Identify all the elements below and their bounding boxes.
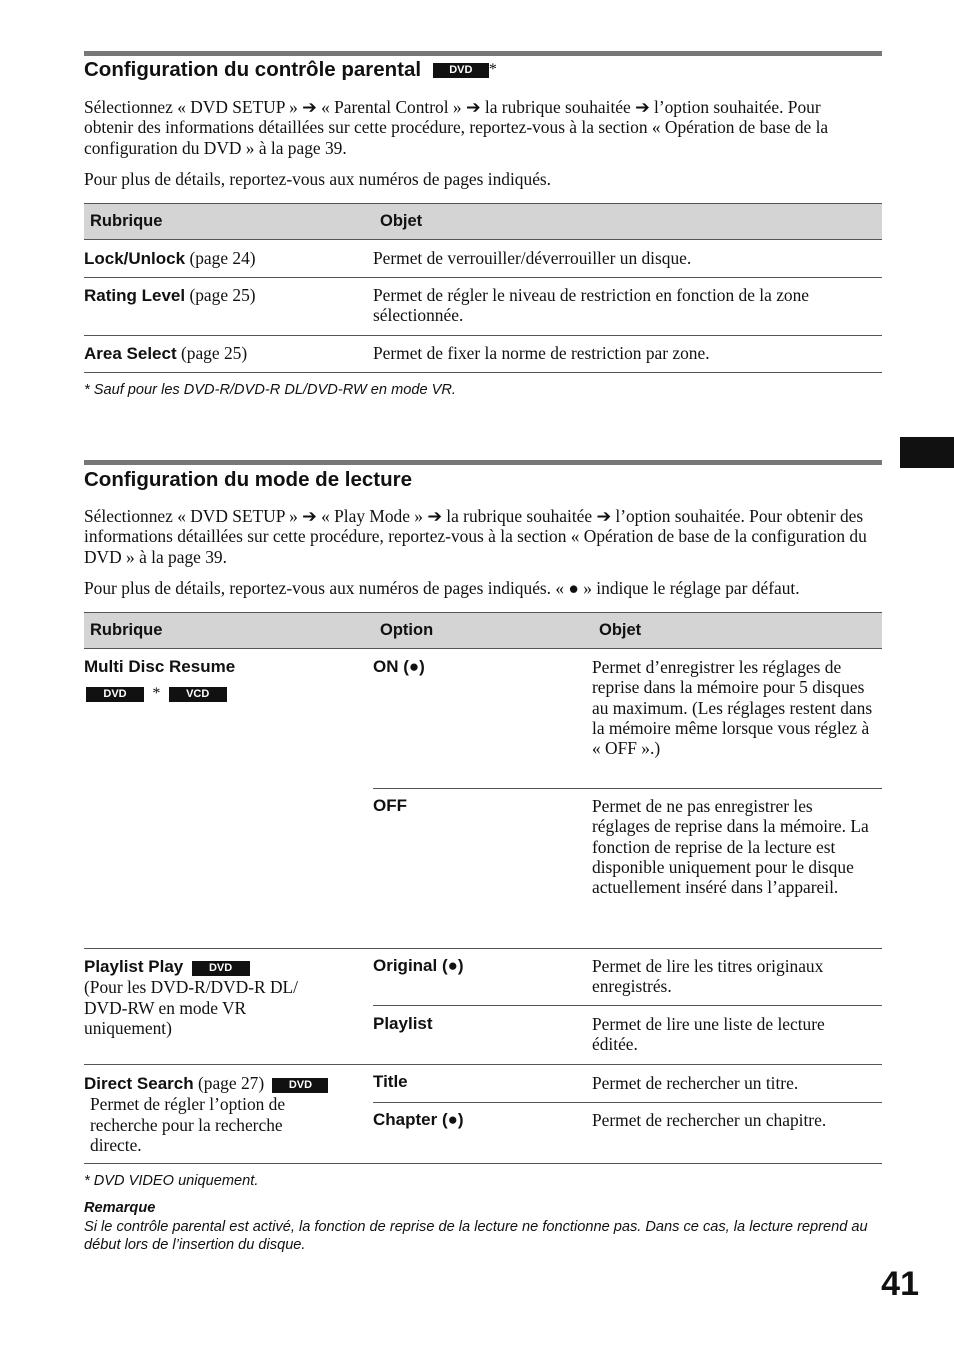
item-sub: (Pour les DVD-R/DVD-R DL/ DVD-RW en mode VR uniquement) (84, 977, 298, 1038)
intro-text-2: Pour plus de détails, reportez-vous aux numéros de pages indiqués. « ● » indique le réglage par défaut. (84, 577, 800, 598)
option-on: ON (●) (373, 657, 425, 676)
row-label (84, 248, 256, 269)
table-header (84, 612, 882, 649)
item-name: Rating Level (84, 286, 186, 305)
page-ref: (page 25) (185, 285, 256, 305)
section-title-parental (84, 58, 497, 82)
header-rubrique: Rubrique (90, 212, 163, 230)
option-playlist: Playlist (373, 1014, 433, 1033)
option-title: Title (373, 1072, 408, 1091)
dvd-badge: DVD (192, 961, 250, 976)
header-objet: Objet (599, 621, 642, 639)
section-title-playmode: Configuration du mode de lecture (84, 468, 413, 491)
option-desc: Permet d’enregistrer les réglages de reprise dans la mémoire pour 5 disques au maximum. (Les réglages restent dans la mémoire même lorsque vous réglez à « OFF ».) (592, 657, 873, 759)
badge-asterisk: * (488, 61, 497, 78)
sub-divider (373, 1102, 882, 1103)
item-name: Lock/Unlock (84, 249, 186, 268)
header-objet: Objet (380, 212, 423, 230)
row-label (84, 1073, 364, 1155)
intro-text-2: Pour plus de détails, reportez-vous aux numéros de pages indiqués. (84, 168, 552, 189)
dvd-badge: DVD (272, 1078, 328, 1093)
option-chapter: Chapter (●) (373, 1110, 464, 1129)
page-number: 41 (881, 1265, 919, 1303)
option-off: OFF (373, 796, 407, 815)
item-sub: Permet de régler l’option de recherche pour la recherche directe. (90, 1094, 286, 1155)
sub-divider (373, 1005, 882, 1006)
page-ref: (page 27) (193, 1073, 265, 1093)
table-row (84, 278, 882, 336)
row-label (84, 343, 247, 364)
option-desc: Permet de rechercher un chapitre. (592, 1110, 827, 1130)
section-rule-top (84, 460, 882, 465)
section-title-text: Configuration du contrôle parental (84, 58, 422, 81)
item-name: Area Select (84, 344, 177, 363)
vcd-badge: VCD (169, 687, 227, 702)
table-row-playlist (84, 949, 882, 1065)
header-rubrique: Rubrique (90, 621, 163, 639)
table-row-multi-disc (84, 649, 882, 949)
table-row (84, 336, 882, 373)
thumb-tab (900, 437, 954, 468)
row-label (84, 956, 334, 1038)
section-rule-top (84, 51, 882, 56)
row-desc: Permet de régler le niveau de restriction en fonction de la zone sélectionnée. (373, 285, 810, 326)
badge-row (84, 682, 364, 704)
playmode-table (84, 612, 882, 1164)
table-row (84, 240, 882, 278)
note-title: Remarque (84, 1200, 156, 1216)
option-desc: Permet de rechercher un titre. (592, 1073, 799, 1093)
item-name: Playlist Play (84, 957, 184, 976)
sub-divider (373, 788, 882, 789)
dvd-badge: DVD (433, 63, 489, 78)
parental-table (84, 203, 882, 373)
dvd-badge: DVD (86, 687, 144, 702)
page-ref: (page 24) (185, 248, 256, 268)
note-text: Si le contrôle parental est activé, la fonction de reprise de la lecture ne fonctionne pas. Dans ce cas, la lecture reprend au début lors de l’insertion du disque. (84, 1219, 868, 1253)
row-desc: Permet de verrouiller/déverrouiller un disque. (373, 248, 692, 268)
item-name: Direct Search (84, 1074, 194, 1093)
table-header (84, 203, 882, 240)
row-label (84, 285, 256, 306)
header-option: Option (380, 621, 434, 639)
option-desc: Permet de lire une liste de lecture éditée. (592, 1014, 825, 1055)
row-desc: Permet de fixer la norme de restriction par zone. (373, 343, 710, 363)
table-row-direct-search (84, 1065, 882, 1164)
footnote: * Sauf pour les DVD-R/DVD-R DL/DVD-RW en mode VR. (84, 382, 456, 398)
badge-asterisk: * (152, 685, 161, 703)
intro-paragraph (84, 506, 884, 598)
page-ref: (page 25) (176, 343, 248, 363)
option-desc: Permet de ne pas enregistrer les réglages de reprise dans la mémoire. La fonction de reprise de la lecture est disponible uniquement pour le disque actuellement inséré dans l’appareil. (592, 796, 869, 898)
option-original: Original (●) (373, 956, 464, 975)
intro-text-1: Sélectionnez « DVD SETUP » ➔ « Parental Control » ➔ la rubrique souhaitée ➔ l’option souhaitée. Pour obtenir des informations détaillées sur cette procédure, reportez-vous à la section « Opération de base de la configuration du DVD » à la page 39. (84, 97, 829, 158)
item-name: Multi Disc Resume (84, 657, 236, 676)
option-desc: Permet de lire les titres originaux enregistrés. (592, 956, 824, 997)
intro-text-1: Sélectionnez « DVD SETUP » ➔ « Play Mode » ➔ la rubrique souhaitée ➔ l’option souhaitée. Pour obtenir des informations détaillées sur cette procédure, reportez-vous à la section « Opération de base de la configuration du DVD » à la page 39. (84, 506, 867, 567)
footnote: * DVD VIDEO uniquement. (84, 1173, 259, 1189)
row-label (84, 657, 364, 705)
intro-paragraph (84, 97, 884, 189)
